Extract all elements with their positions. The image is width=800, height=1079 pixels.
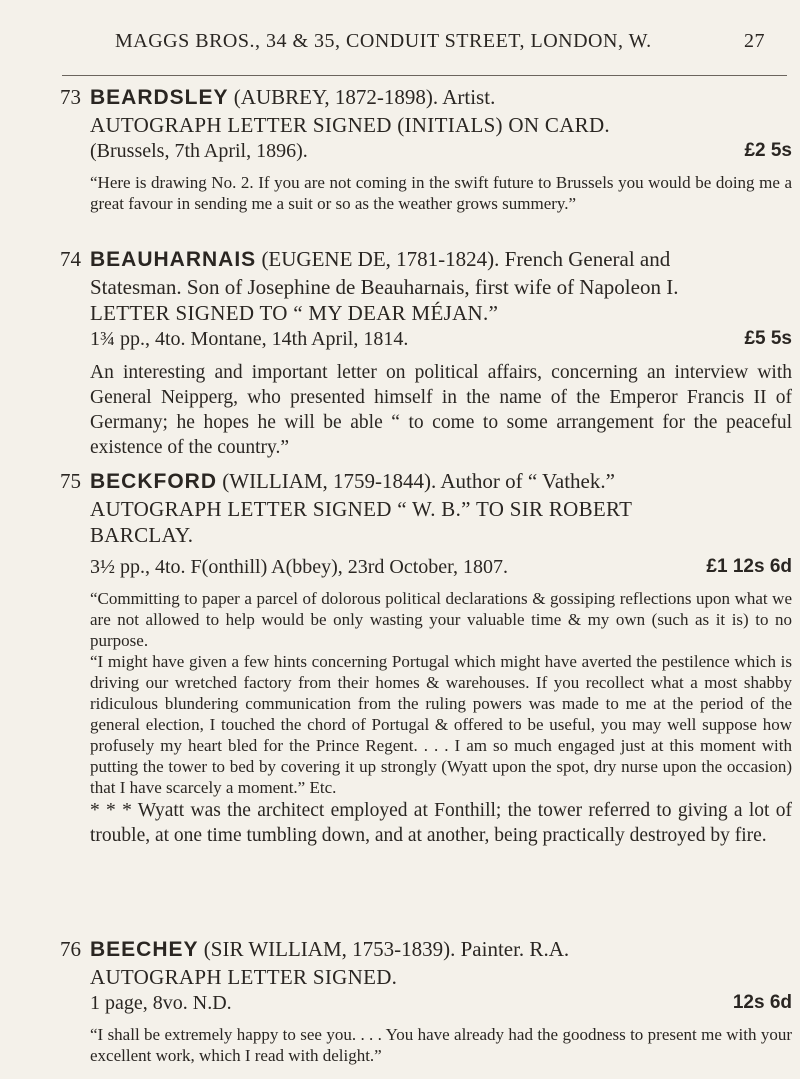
entry-lead bbox=[60, 245, 792, 274]
entry-description: LETTER SIGNED TO “ MY DEAR MÉJAN.” bbox=[90, 301, 499, 325]
entry-price: £1 12s 6d bbox=[706, 556, 792, 577]
entry-detail-line bbox=[60, 138, 792, 164]
entry-detail: (Brussels, 7th April, 1896). bbox=[90, 140, 308, 162]
entry-note: * * * Wyatt was the architect employed at Fonthill; the tower referred to giving a lot of trouble, at one time tumbling down, and at another, being practically destroyed by fire. bbox=[90, 800, 792, 846]
entry-quote-cont: “I might have given a few hints concerning Portugal which might have averted the pestilence which is driving our wretched factory from their homes & warehouses. If you recollect what a most shabby ridiculous blundering communication from the ruling powers was made to me at the period of the general election, I touched the chord of Portugal & offered to be useful, you may well suppose how profusely my heart bled for the Prince Regent. . . . I am so much engaged just at this moment with putting the tower to bed by covering it up strongly (Wyatt upon the spot, dry nurse upon the occasion) that I have scarcely a moment.” Etc. bbox=[90, 652, 792, 797]
entry-detail: 1¾ pp., 4to. Montane, 14th April, 1814. bbox=[90, 328, 409, 350]
entry-description: AUTOGRAPH LETTER SIGNED “ W. B.” TO SIR ROBERT bbox=[90, 497, 633, 521]
entry-biography: Statesman. Son of Josephine de Beauharnais, first wife of Napoleon I. bbox=[90, 275, 679, 299]
entry-name: BEECHEY bbox=[90, 938, 199, 961]
entry-price: 12s 6d bbox=[732, 992, 792, 1013]
entry-quote: “Here is drawing No. 2. If you are not coming in the swift future to Brussels you would be doing me a great favour in sending me a suit or so as the weather grows summery.” bbox=[90, 173, 792, 213]
entry-subject: (AUBREY, 1872-1898). Artist. bbox=[233, 85, 496, 109]
header-rule bbox=[62, 75, 787, 76]
entry-detail: 1 page, 8vo. N.D. bbox=[90, 992, 232, 1014]
header-text: MAGGS BROS., 34 & 35, CONDUIT STREET, LONDON, W. bbox=[115, 30, 652, 52]
entry-description: AUTOGRAPH LETTER SIGNED (INITIALS) ON CARD. bbox=[90, 113, 610, 137]
entry-price: £5 5s bbox=[744, 328, 792, 349]
entry-subject: (EUGENE DE, 1781-1824). French General and bbox=[261, 247, 671, 271]
entry-price: £2 5s bbox=[744, 140, 792, 161]
catalogue-entry-75 bbox=[60, 467, 792, 848]
entry-description: AUTOGRAPH LETTER SIGNED. bbox=[90, 965, 398, 989]
entry-lead bbox=[60, 467, 792, 496]
entry-name: BEAUHARNAIS bbox=[90, 248, 257, 271]
entry-detail-line bbox=[60, 554, 792, 580]
entry-number: 75 bbox=[60, 469, 81, 493]
entry-lead bbox=[60, 83, 792, 112]
entry-lead bbox=[60, 935, 792, 964]
page-number: 27 bbox=[744, 30, 765, 52]
entry-note: An interesting and important letter on political affairs, concerning an interview with General Neipperg, who presented himself in the name of the Emperor Francis II of Germany; he hopes he will be able “ to come to some arrangement for the peaceful existence of the country.” bbox=[90, 362, 792, 458]
entry-name: BEARDSLEY bbox=[90, 86, 229, 109]
entry-number: 73 bbox=[60, 85, 81, 109]
entry-name: BECKFORD bbox=[90, 470, 217, 493]
entry-detail: 3½ pp., 4to. F(onthill) A(bbey), 23rd October, 1807. bbox=[90, 556, 509, 578]
catalogue-entry-76 bbox=[60, 935, 792, 1066]
running-header bbox=[115, 30, 765, 53]
catalogue-entry-73 bbox=[60, 83, 792, 214]
entry-subject: (SIR WILLIAM, 1753-1839). Painter. R.A. bbox=[203, 937, 570, 961]
entry-quote: “Committing to paper a parcel of dolorous political declarations & gossiping reflections upon what we are not allowed to help would be only wasting your valuable time & my own (such as it is) to no purpose. bbox=[90, 589, 792, 650]
entry-description-cont: BARCLAY. bbox=[90, 523, 194, 547]
entry-number: 74 bbox=[60, 247, 81, 271]
entry-subject: (WILLIAM, 1759-1844). Author of “ Vathek.” bbox=[222, 469, 615, 493]
entry-detail-line bbox=[60, 990, 792, 1016]
entry-quote: “I shall be extremely happy to see you. . . . You have already had the goodness to present me with your excellent work, which I read with delight.” bbox=[90, 1025, 792, 1065]
entry-number: 76 bbox=[60, 937, 81, 961]
catalogue-entry-74 bbox=[60, 245, 792, 460]
entry-detail-line bbox=[60, 326, 792, 352]
